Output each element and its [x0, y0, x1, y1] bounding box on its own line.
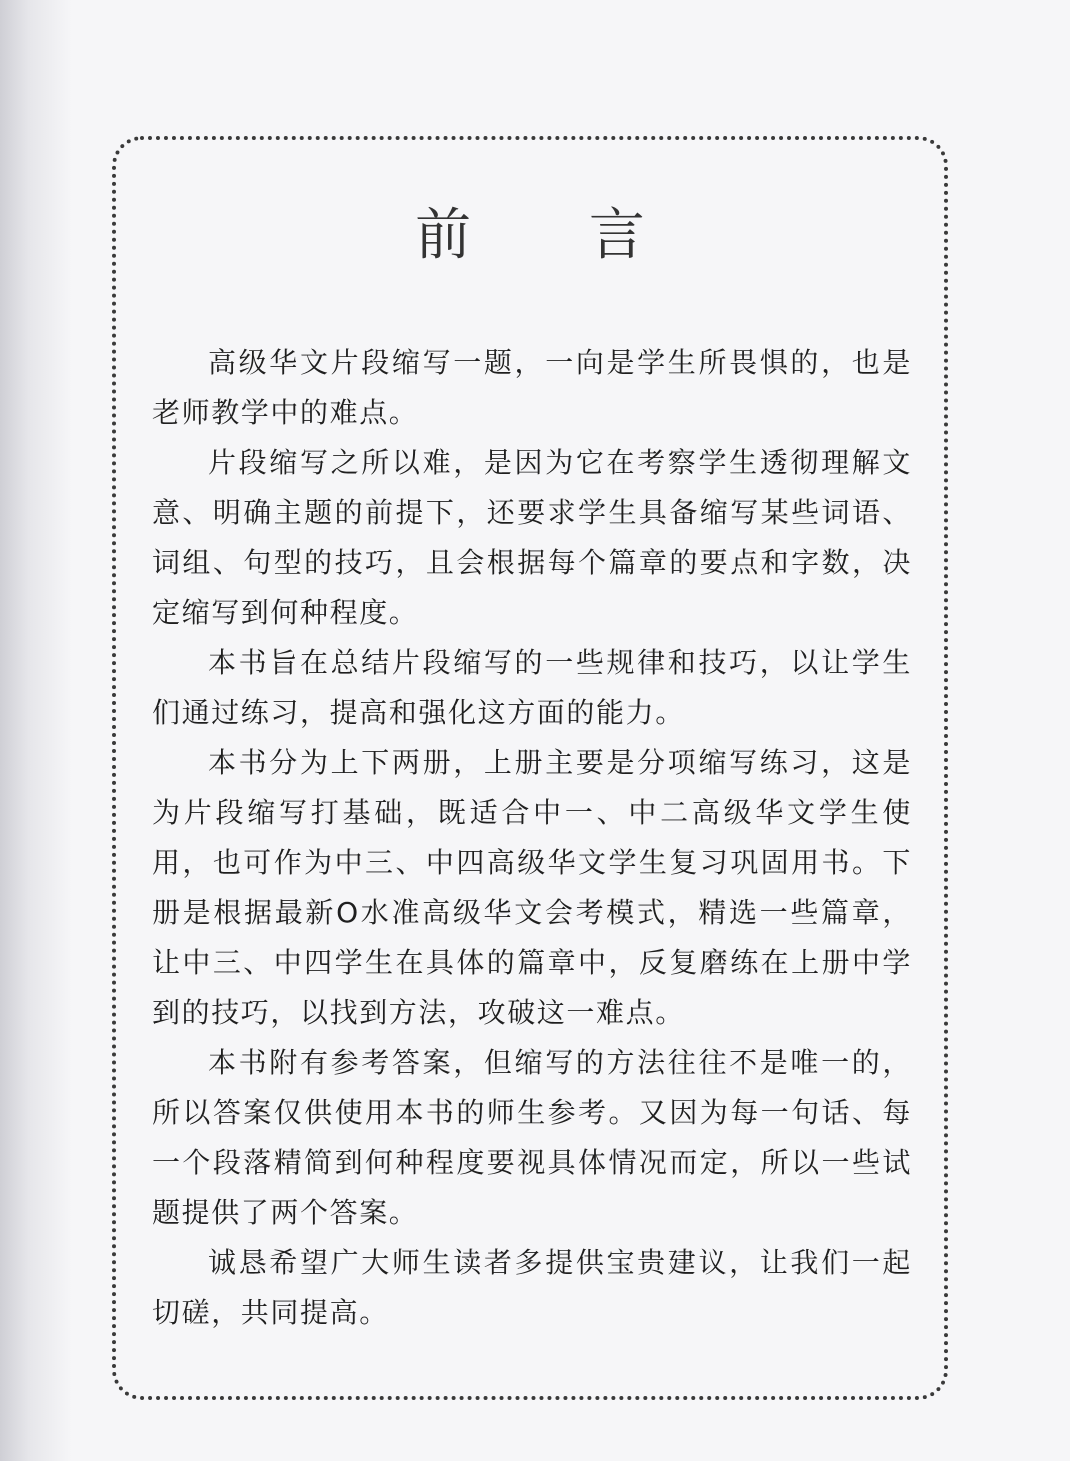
paragraph-3: 本书旨在总结片段缩写的一些规律和技巧，以让学生们通过练习，提高和强化这方面的能力。	[152, 646, 912, 729]
paragraph-6: 诚恳希望广大师生读者多提供宝贵建议，让我们一起切磋，共同提高。	[152, 1246, 912, 1329]
page-edge-shadow	[0, 0, 72, 1461]
paragraph-2: 片段缩写之所以难，是因为它在考察学生透彻理解文意、明确主题的前提下，还要求学生具备缩写某些词语、词组、句型的技巧，且会根据每个篇章的要点和字数，决定缩写到何种程度。	[152, 446, 912, 629]
paragraph-5: 本书附有参考答案，但缩写的方法往往不是唯一的，所以答案仅供使用本书的师生参考。又因为每一句话、每一个段落精简到何种程度要视具体情况而定，所以一些试题提供了两个答案。	[152, 1046, 912, 1229]
paragraph-1: 高级华文片段缩写一题，一向是学生所畏惧的，也是老师教学中的难点。	[152, 346, 912, 429]
preface-body	[152, 338, 912, 1338]
paragraph-4: 本书分为上下两册，上册主要是分项缩写练习，这是为片段缩写打基础，既适合中一、中二高级华文学生使用，也可作为中三、中四高级华文学生复习巩固用书。下册是根据最新O水准高级华文会考模式，精选一些篇章，让中三、中四学生在具体的篇章中，反复磨练在上册中学到的技巧，以找到方法，攻破这一难点。	[152, 746, 912, 1029]
page-title: 前 言	[415, 203, 695, 268]
